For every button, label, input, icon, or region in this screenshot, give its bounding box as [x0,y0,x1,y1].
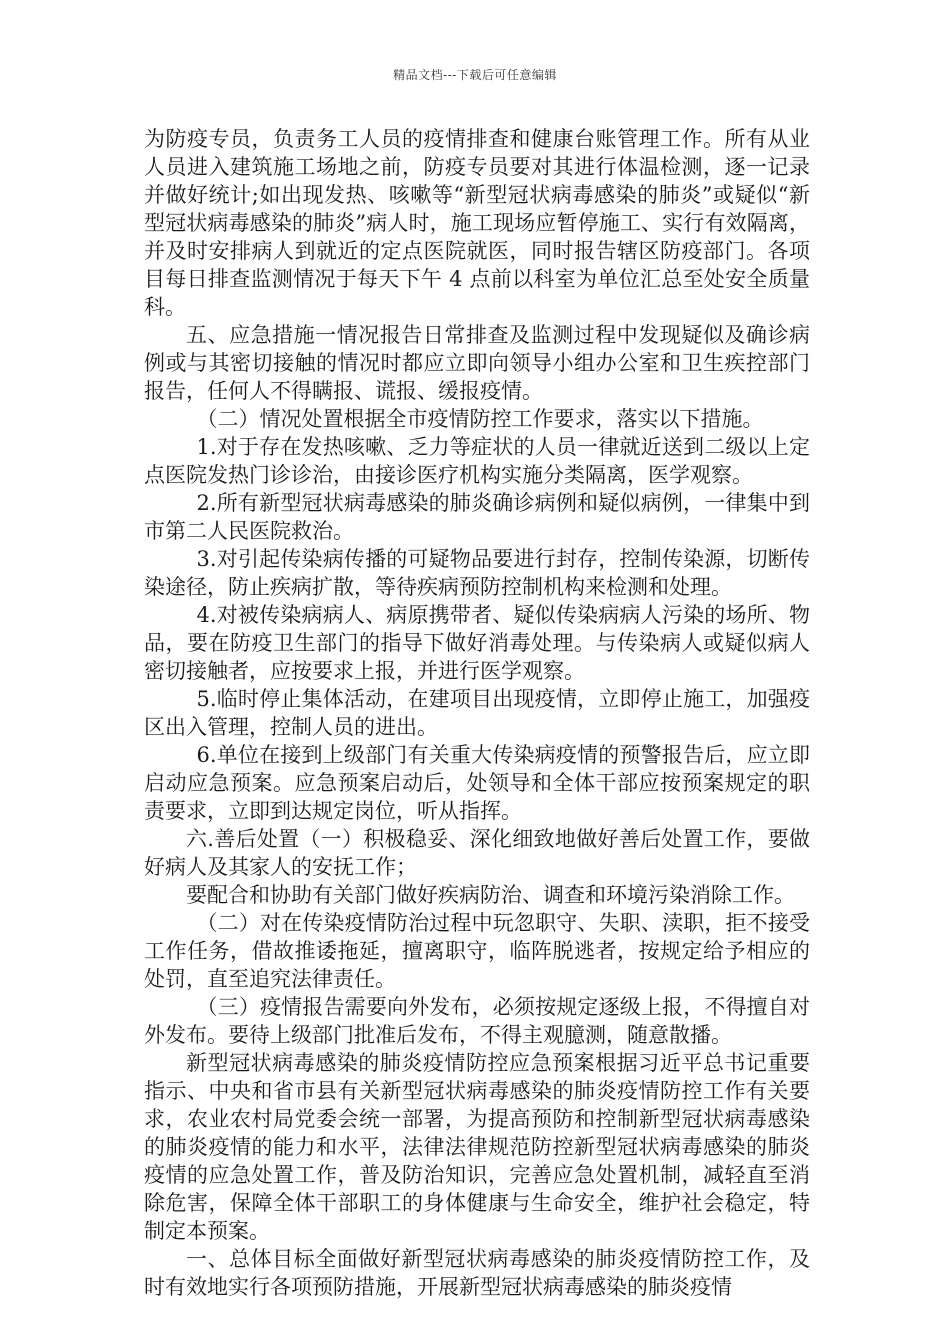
paragraph: 2.所有新型冠状病毒感染的肺炎确诊病例和疑似病例，一律集中到市第二人民医院救治。 [144,491,810,543]
paragraph: 为防疫专员，负责务工人员的疫情排查和健康台账管理工作。所有从业人员进入建筑施工场地之前，防疫专员要对其进行体温检测，逐一记录并做好统计;如出现发热、咳嗽等“新型冠状病毒感染的肺炎”或疑似“新型冠状病毒感染的肺炎”病人时，施工现场应暂停施工、实行有效隔离，并及时安排病人到就近的定点医院就医，同时报告辖区防疫部门。各项目每日排查监测情况于每天下午 4 点前以科室为单位汇总至处安全质量科。 [144,127,810,319]
page-header: 精品文档---下载后可任意编辑 [393,68,557,82]
paragraph: （三）疫情报告需要向外发布，必须按规定逐级上报，不得擅自对外发布。要待上级部门批准后发布，不得主观臆测，随意散播。 [144,995,810,1047]
paragraph: （二）情况处置根据全市疫情防控工作要求，落实以下措施。 [196,407,764,431]
paragraph: 1.对于存在发热咳嗽、乏力等症状的人员一律就近送到二级以上定点医院发热门诊诊治，由接诊医疗机构实施分类隔离，医学观察。 [144,435,810,487]
paragraph: 六.善后处置（一）积极稳妥、深化细致地做好善后处置工作，要做好病人及其家人的安抚工作； [144,827,810,879]
paragraph: 4.对被传染病病人、病原携带者、疑似传染病病人污染的场所、物品，要在防疫卫生部门的指导下做好消毒处理。与传染病人或疑似病人密切接触者，应按要求上报，并进行医学观察。 [144,603,810,683]
paragraph: 新型冠状病毒感染的肺炎疫情防控应急预案根据习近平总书记重要指示、中央和省市县有关新型冠状病毒感染的肺炎疫情防控工作有关要求，农业农村局党委会统一部署，为提高预防和控制新型冠状病毒感染的肺炎疫情的能力和水平，法律法律规范防控新型冠状病毒感染的肺炎疫情的应急处置工作，普及防治知识，完善应急处置机制，减轻直至消除危害，保障全体干部职工的身体健康与生命安全，维护社会稳定，特制定本预案。 [144,1051,810,1243]
paragraph: 6.单位在接到上级部门有关重大传染病疫情的预警报告后，应立即启动应急预案。应急预案启动后，处领导和全体干部应按预案规定的职责要求，立即到达规定岗位，听从指挥。 [144,743,810,823]
paragraph: 5.临时停止集体活动，在建项目出现疫情，立即停止施工，加强疫区出入管理，控制人员的进出。 [144,687,810,739]
paragraph: （二）对在传染疫情防治过程中玩忽职守、失职、渎职，拒不接受工作任务，借故推诿拖延，擅离职守，临阵脱逃者，按规定给予相应的处罚，直至追究法律责任。 [144,911,810,991]
paragraph: 3.对引起传染病传播的可疑物品要进行封存，控制传染源，切断传染途径，防止疾病扩散，等待疾病预防控制机构来检测和处理。 [144,547,810,599]
paragraph: 一、总体目标全面做好新型冠状病毒感染的肺炎疫情防控工作，及时有效地实行各项预防措施，开展新型冠状病毒感染的肺炎疫情 [144,1247,810,1299]
paragraph: 要配合和协助有关部门做好疾病防治、调查和环境污染消除工作。 [186,883,795,907]
paragraph: 五、应急措施一情况报告日常排查及监测过程中发现疑似及确诊病例或与其密切接触的情况时都应立即向领导小组办公室和卫生疾控部门报告，任何人不得瞒报、谎报、缓报疫情。 [144,323,810,403]
document-body [144,125,810,1301]
